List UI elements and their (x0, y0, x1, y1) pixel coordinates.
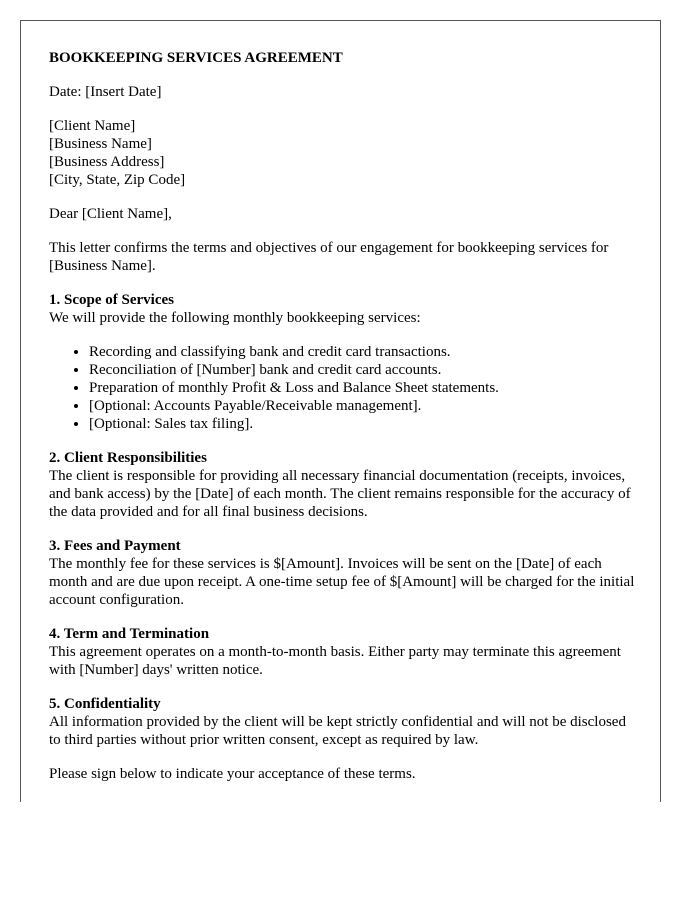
document-title: BOOKKEEPING SERVICES AGREEMENT (49, 50, 343, 66)
section-text: The monthly fee for these services is $[Amount]. Invoices will be sent on the [Date] of each month and are due upon receipt. A one-time setup fee of $[Amount] will be charged for the initial account configuration. (49, 556, 635, 608)
section-heading: 2. Client Responsibilities (49, 450, 207, 466)
recipient-city-state-zip: [City, State, Zip Code] (49, 172, 186, 188)
section-text: All information provided by the client will be kept strictly confidential and will not be disclosed to third parties without prior written consent, except as required by law. (49, 714, 626, 748)
section-confidentiality (49, 695, 639, 749)
section-scope (49, 291, 639, 433)
section-fees (49, 537, 639, 609)
section-text: We will provide the following monthly bookkeeping services: (49, 310, 421, 326)
intro-paragraph: This letter confirms the terms and objectives of our engagement for bookkeeping services for [Business Name]. (49, 240, 609, 274)
recipient-business-name: [Business Name] (49, 136, 152, 152)
section-heading: 3. Fees and Payment (49, 538, 181, 554)
date-line: Date: [Insert Date] (49, 84, 162, 100)
list-item: • Recording and classifying bank and credit card transactions. (89, 343, 639, 361)
section-heading: 1. Scope of Services (49, 292, 174, 308)
list-item: • Preparation of monthly Profit & Loss and Balance Sheet statements. (89, 379, 639, 397)
section-term (49, 625, 639, 679)
section-text: This agreement operates on a month-to-month basis. Either party may terminate this agreement with [Number] days' written notice. (49, 644, 621, 678)
section-heading: 5. Confidentiality (49, 696, 161, 712)
services-list (49, 343, 639, 433)
section-heading: 4. Term and Termination (49, 626, 210, 642)
closing-paragraph: Please sign below to indicate your acceptance of these terms. (49, 766, 416, 782)
list-item: • [Optional: Sales tax filing]. (89, 415, 639, 433)
document-page (20, 20, 661, 802)
recipient-client-name: [Client Name] (49, 118, 136, 134)
recipient-block (49, 117, 639, 189)
document-content (49, 49, 639, 783)
list-item: • Reconciliation of [Number] bank and credit card accounts. (89, 361, 639, 379)
list-item: • [Optional: Accounts Payable/Receivable management]. (89, 397, 639, 415)
salutation: Dear [Client Name], (49, 206, 172, 222)
recipient-business-address: [Business Address] (49, 154, 165, 170)
section-responsibilities (49, 449, 639, 521)
section-text: The client is responsible for providing all necessary financial documentation (receipts, invoices, and bank access) by the [Date] of each month. The client remains responsible for the accuracy of the data provided and for all final business decisions. (49, 468, 631, 520)
